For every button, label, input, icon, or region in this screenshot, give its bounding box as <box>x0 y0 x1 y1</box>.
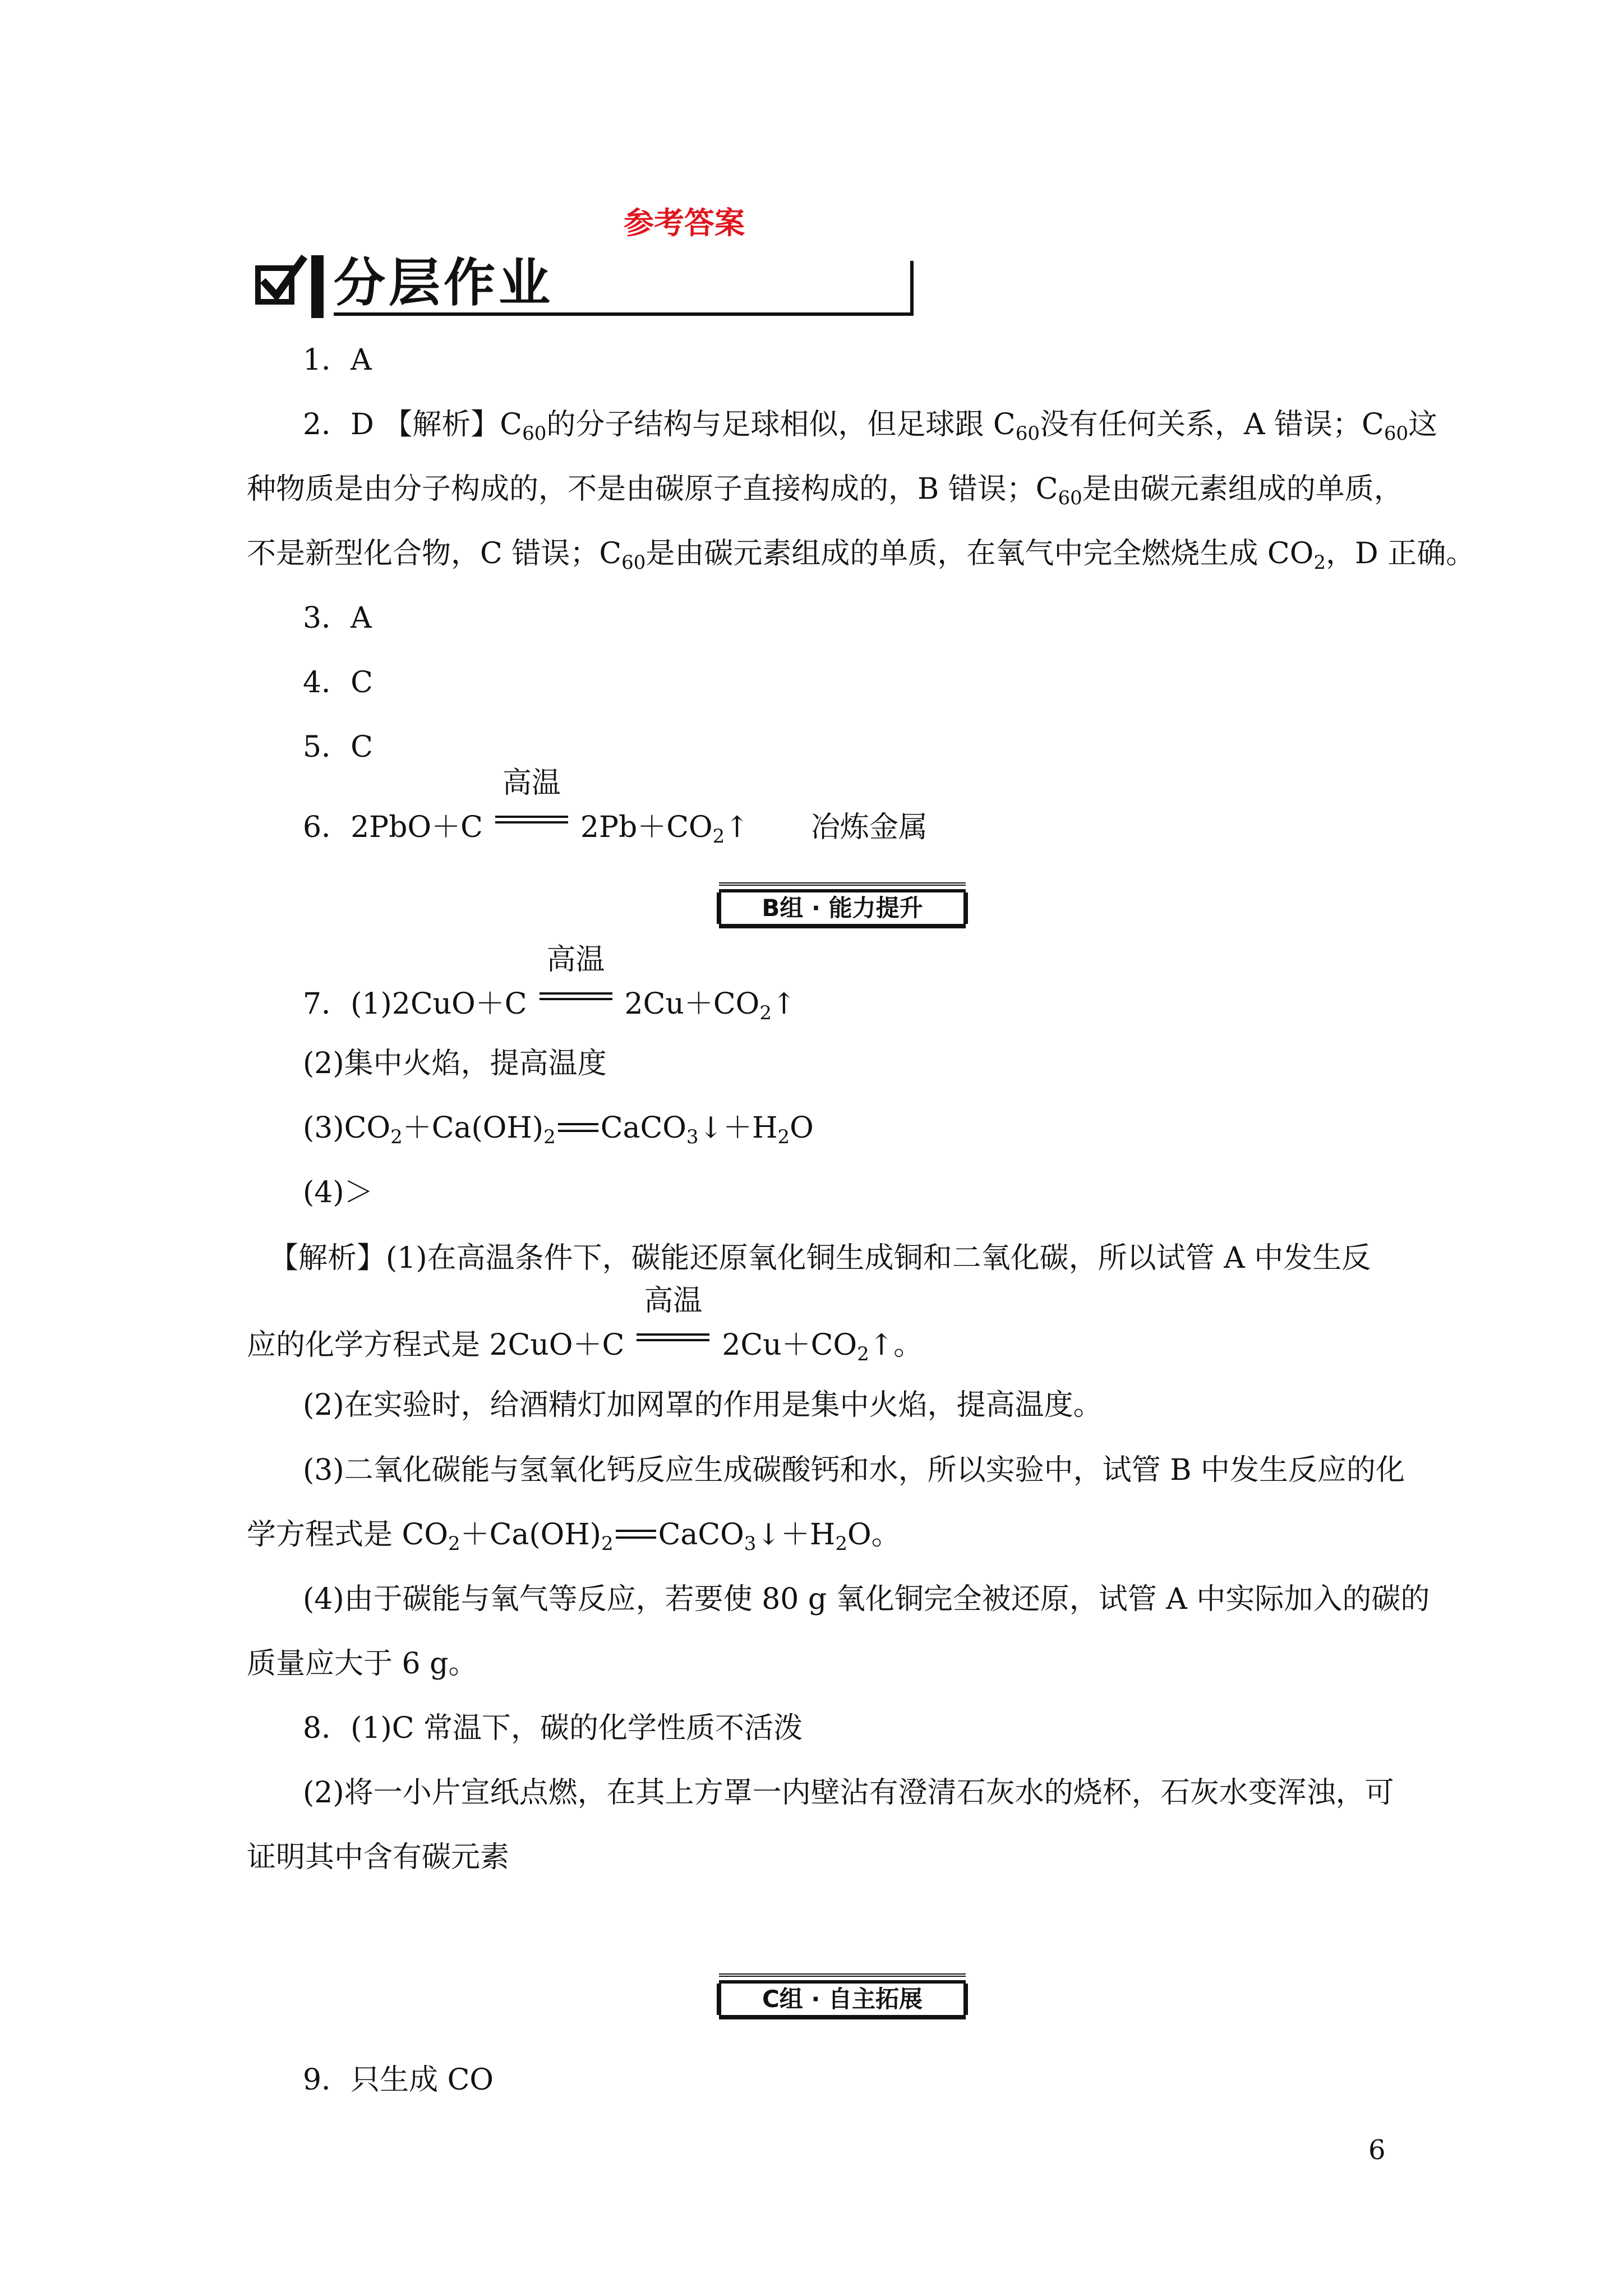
answer-2-line-1: 2．D 【解析】$C_{60}$的分子结构与足球相似，但足球跟 $C_{60}$没有任何关系，A 错误；$C_{60}$这 <box>303 408 1438 445</box>
page-number: 6 <box>1368 2134 1386 2166</box>
q7-part-4: (4)＞ <box>303 1176 374 1209</box>
q7-part-1: 7．(1)2CuO＋C 高温 $2Cu+CO_2↑$ <box>303 943 796 1024</box>
answer-2-line-2: 种物质是由分子构成的，不是由碳原子直接构成的，B 错误；$C_{60}$是由碳元素组成的单质， <box>247 472 1403 509</box>
answer-5: 5．C <box>303 730 373 764</box>
answer-9: 9．只生成 CO <box>303 2063 494 2097</box>
q7-part-3: $(3)CO_2+Ca(OH)_2$ $CaCO_3↓+H_2O$ <box>303 1111 814 1148</box>
header-bar <box>311 255 324 318</box>
reaction-condition: 高温 <box>540 980 612 1014</box>
answer-2-line-3: 不是新型化合物，C 错误；$C_{60}$是由碳元素组成的单质，在氧气中完全燃烧生成 $CO_2$，D 正确。 <box>247 537 1476 574</box>
q7-explanation-1-line-2: 应的化学方程式是 2CuO＋C 高温 $2Cu+CO_2↑$。 <box>247 1284 923 1365</box>
q7-part-2: (2)集中火焰，提高温度 <box>303 1047 607 1080</box>
header-end-bar <box>910 261 914 316</box>
answer-4: 4．C <box>303 666 373 700</box>
group-b-label: B组 · 能力提升 <box>719 889 966 928</box>
reaction-condition: 高温 <box>495 803 568 837</box>
checkbox-icon <box>255 265 294 305</box>
q7-explanation-4-line-2: 质量应大于 6 g。 <box>247 1647 478 1681</box>
answer-1: 1．A <box>303 343 372 377</box>
q7-explanation-3-line-1: (3)二氧化碳能与氢氧化钙反应生成碳酸钙和水，所以实验中，试管 B 中发生反应的化 <box>303 1453 1405 1487</box>
group-c-label: C组 · 自主拓展 <box>719 1980 966 2019</box>
q7-explanation-3-line-2: 学方程式是 $CO_2+Ca(OH)_2$ $CaCO_3↓+H_2O$。 <box>247 1518 901 1555</box>
answer-6: 6．2PbO＋C 高温 $2Pb+CO_2↑$ 冶炼金属 <box>303 766 928 848</box>
reaction-condition: 高温 <box>637 1321 709 1355</box>
q7-explanation-1-line-1: 【解析】(1)在高温条件下，碳能还原氧化铜生成铜和二氧化碳，所以试管 A 中发生反 <box>269 1241 1371 1275</box>
answer-title: 参考答案 <box>624 205 745 241</box>
q8-part-1: 8．(1)C 常温下，碳的化学性质不活泼 <box>303 1711 803 1745</box>
q8-part-2-line-2: 证明其中含有碳元素 <box>247 1841 510 1874</box>
q8-part-2-line-1: (2)将一小片宣纸点燃，在其上方罩一内壁沾有澄清石灰水的烧杯，石灰水变浑浊，可 <box>303 1776 1394 1810</box>
q7-explanation-4-line-1: (4)由于碳能与氧气等反应，若要使 80 g 氧化铜完全被还原，试管 A 中实际加入的碳的 <box>303 1582 1430 1616</box>
header-title: 分层作业 <box>334 255 911 316</box>
q7-explanation-2: (2)在实验时，给酒精灯加网罩的作用是集中火焰，提高温度。 <box>303 1388 1103 1422</box>
answer-3: 3．A <box>303 601 372 635</box>
